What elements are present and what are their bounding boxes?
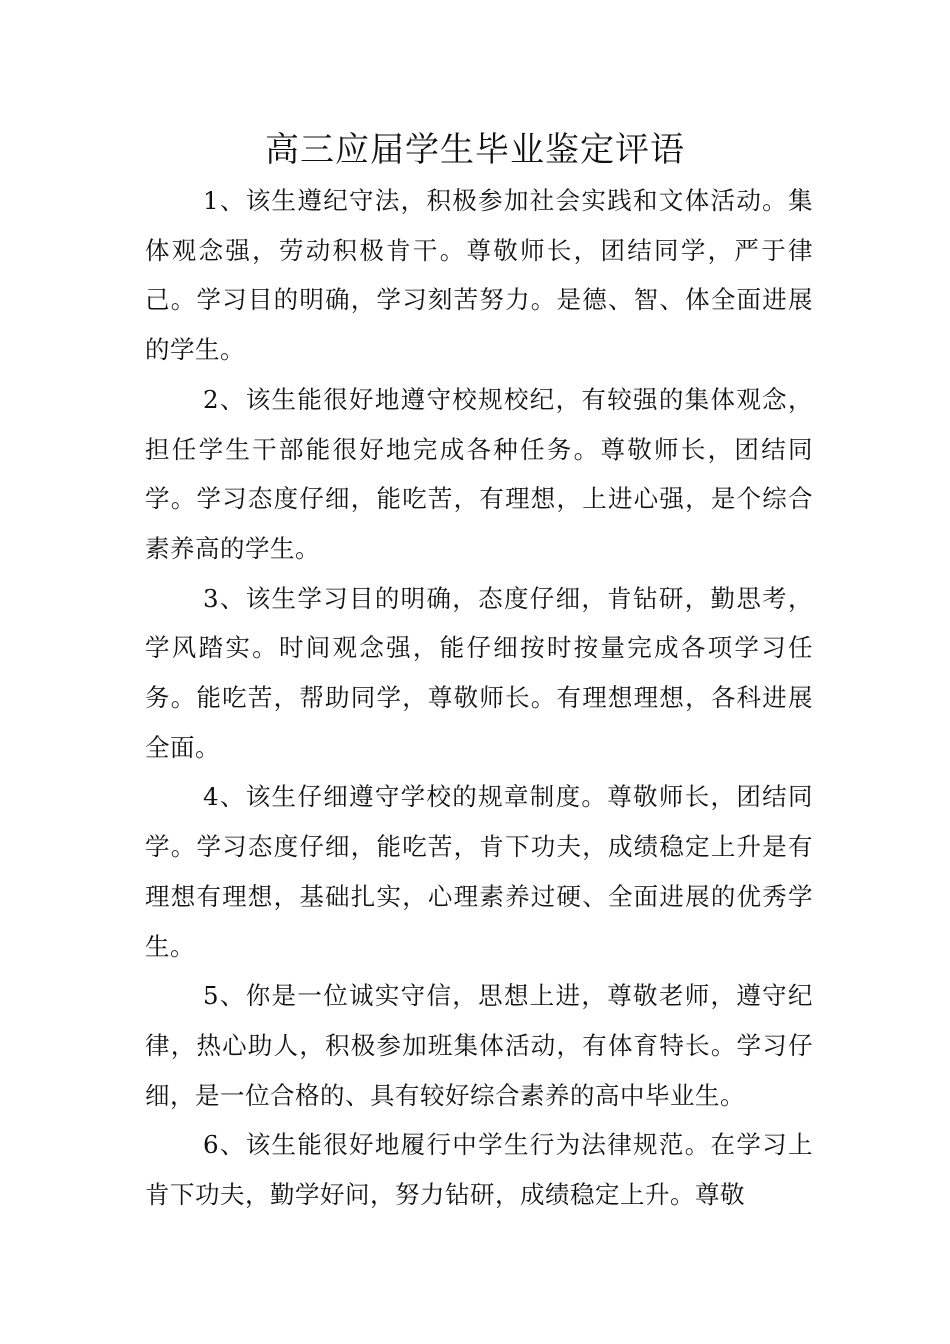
paragraph-1: 1、该生遵纪守法，积极参加社会实践和文体活动。集体观念强，劳动积极肯干。尊敬师长，团结同学，严于律己。学习目的明确，学习刻苦努力。是德、智、体全面进展的学生。	[145, 186, 813, 365]
paragraph-3: 3、该生学习目的明确，态度仔细，肯钻研，勤思考，学风踏实。时间观念强，能仔细按时按量完成各项学习任务。能吃苦，帮助同学，尊敬师长。有理想理想，各科进展全面。	[145, 583, 813, 762]
document-body	[145, 176, 813, 1220]
paragraph-6: 6、该生能很好地履行中学生行为法律规范。在学习上肯下功夫，勤学好问，努力钻研，成绩稳定上升。尊敬	[145, 1130, 813, 1210]
paragraph-5: 5、你是一位诚实守信，思想上进，尊敬老师，遵守纪律，热心助人，积极参加班集体活动，有体育特长。学习仔细，是一位合格的、具有较好综合素养的高中毕业生。	[145, 981, 813, 1110]
paragraph-2: 2、该生能很好地遵守校规校纪，有较强的集体观念，担任学生干部能很好地完成各种任务。尊敬师长，团结同学。学习态度仔细，能吃苦，有理想，上进心强，是个综合素养高的学生。	[145, 384, 813, 563]
document-title: 高三应届学生毕业鉴定评语	[265, 130, 685, 170]
paragraph-4: 4、该生仔细遵守学校的规章制度。尊敬师长，团结同学。学习态度仔细，能吃苦，肯下功夫，成绩稳定上升是有理想有理想，基础扎实，心理素养过硬、全面进展的优秀学生。	[145, 782, 813, 961]
